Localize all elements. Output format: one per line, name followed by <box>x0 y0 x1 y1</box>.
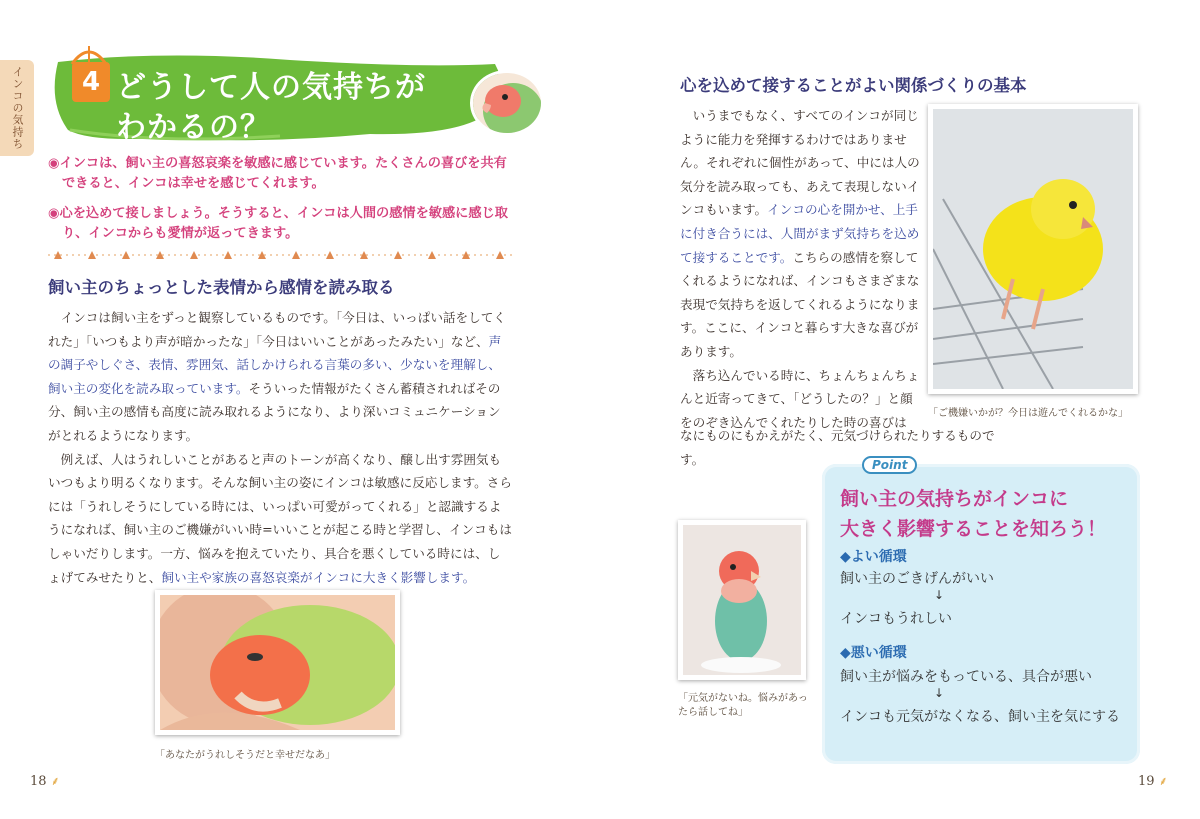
good-cycle-step2: インコもうれしい <box>840 611 952 627</box>
bad-cycle-heading: ◆悪い循環 <box>840 645 907 661</box>
body-right-p2b: なにものにもかえがたく、元気づけられたりするものです。 <box>680 428 995 467</box>
photo-yellow-budgie-on-cage <box>928 104 1138 394</box>
page-title-line2: わかるの？ <box>116 110 271 145</box>
side-tab-label: インコの気持ち <box>11 66 24 150</box>
photo-lovebird-standing <box>678 520 806 680</box>
lead-bullet-1: ◉インコは、飼い主の喜怒哀楽を敏感に感じています。たくさんの喜びを共有できると、インコは幸せを感じてくれます。 <box>48 156 507 191</box>
down-arrow-icon: ↓ <box>934 588 945 602</box>
body-left-p1b-highlight: 声の調子やしぐさ、表情、雰囲気、話しかけられる言葉の多い、少ないを理解し、飼い主の変化を読み取っています。 <box>48 333 502 396</box>
page-number-right <box>1138 772 1168 789</box>
page-number-left <box>30 772 60 789</box>
down-arrow-icon: ↓ <box>934 686 945 700</box>
chapter-side-tab <box>0 60 34 156</box>
body-right-p1a: いうまでもなく、すべてのインコが同じように能力を発揮するわけではありません。それぞれに個性があって、中には人の気分を読み取っても、あえて表現しないインコもいます。 <box>680 108 920 218</box>
lead-bullet-2: ◉心を込めて接しましょう。そうすると、インコは人間の感情を敏感に感じ取り、インコからも愛情が返ってきます。 <box>48 206 508 241</box>
body-right-p2a: 落ち込んでいる時に、ちょんちょんちょんと近寄ってきて、「どうしたの？」と顔をのぞき込んでくれたりした時の喜びは <box>680 367 920 430</box>
point-title-line1: 飼い主の気持ちがインコに <box>840 488 1069 510</box>
body-left-p1a: インコは飼い主をずっと観察しているものです。「今日は、いっぱい話をしてくれた」「いつもより声が暗かったな」「今日はいいことがあったみたい」など、 <box>48 310 506 349</box>
section-heading-left: 飼い主のちょっとした表情から感情を読み取る <box>48 278 395 297</box>
caption-small-photo: 「元気がないね。悩みがあったら話してね」 <box>678 693 808 718</box>
body-left-p1c: そういった情報がたくさん蓄積されればその分、飼い主の感情も高度に読み取れるようになり、より深いコミュニケーションがとれるようになります。 <box>48 380 501 443</box>
page-number-left-value: 18 <box>30 774 47 789</box>
bad-cycle-step2: インコも元気がなくなる、飼い主を気にする <box>840 709 1120 725</box>
body-right-p1b-highlight: インコの心を開かせ、上手に付き合うには、人間がまず気持ちを込めて接することです。 <box>680 202 920 265</box>
body-left-p2b-highlight: 飼い主や家族の喜怒哀楽がインコに大きく影響します。 <box>161 569 476 585</box>
good-cycle-heading: ◆よい循環 <box>840 549 907 565</box>
point-badge: Point <box>862 456 917 474</box>
good-cycle-step1: 飼い主のごきげんがいい <box>840 571 994 587</box>
chapter-number: 4 <box>72 62 110 102</box>
page-number-right-value: 19 <box>1138 774 1155 789</box>
body-right-p1c: こちらの感情を察してくれるようになれば、インコもさまざまな表現で気持ちを返してくれるようになります。ここに、インコと暮らす大きな喜びがあります。 <box>680 249 920 359</box>
point-title-line2: 大きく影響することを知ろう！ <box>840 518 1107 540</box>
birdcage-icon <box>64 44 114 64</box>
decorative-divider <box>48 246 512 258</box>
body-left-p2a: 例えば、人はうれしいことがあると声のトーンが高くなり、醸し出す雰囲気もいつもより明るくなります。そんな飼い主の姿にインコは敏感に反応します。さらには「うれしそうにしている時には、いっぱい可愛がってくれる」と認識するようになれば、飼い主のご機嫌がいい時=いいことが起こる時と学習し、インコもはしゃいだりします。一方、悩みを抱えていたり、具合を悪くしている時には、しょげてみせたりと、 <box>48 451 512 585</box>
bad-cycle-step1: 飼い主が悩みをもっている、具合が悪い <box>840 669 1092 685</box>
lovebird-thumbnail <box>470 70 544 136</box>
caption-right-photo: 「ご機嫌いかが？今日は遊んでくれるかな」 <box>928 408 1128 419</box>
body-text-right <box>680 104 920 434</box>
sprig-icon: ⸙ <box>50 774 60 788</box>
section-heading-right: 心を込めて接することがよい関係づくりの基本 <box>680 76 1027 95</box>
body-text-left <box>48 306 512 589</box>
sprig-icon: ⸙ <box>1158 774 1168 788</box>
caption-left-photo: 「あなたがうれしそうだと幸せだなあ」 <box>155 750 335 761</box>
photo-lovebird-in-hand <box>155 590 400 735</box>
page-title-line1: どうして人の気持ちが <box>116 70 426 105</box>
